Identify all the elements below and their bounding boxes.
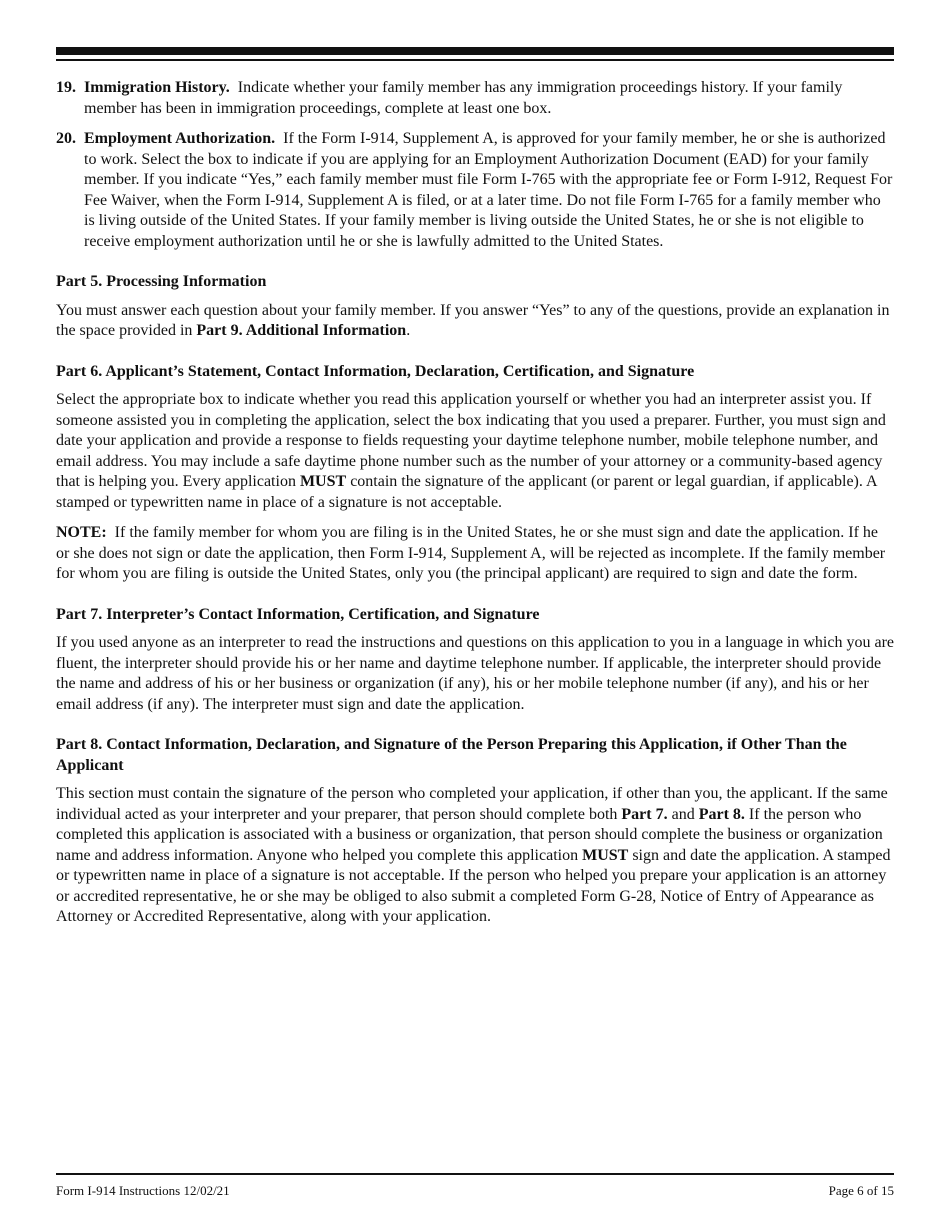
item-text: If the Form I-914, Supplement A, is approved for your family member, he or she is authorized to work. Select the box to indicate if you are applying for an Employment Authorization Document (EAD) for your family member. If you indicate “Yes,” each family member must file Form I-765 with the appropriate fee or Form I-912, Request For Fee Waiver, when the Form I-914, Supplement A is filed, or at a later time. Do not file Form I-765 for a family member who is living outside of the United States. If your family member is living outside the United States, he or she is not eligible to receive employment authorization until he or she is lawfully admitted to the United States. — [84, 130, 893, 250]
header-rule-thick — [56, 47, 894, 55]
item-number: 20. — [56, 130, 76, 147]
part6-heading: Part 6. Applicant’s Statement, Contact Information, Declaration, Certification, and Signature — [56, 362, 695, 380]
page-content — [56, 78, 894, 938]
item-title: Employment Authorization. — [84, 130, 276, 147]
part6-paragraph: Select the appropriate box to indicate whether you read this application yourself or whether you had an interpreter assist you. If someone assisted you in completing the application, select the box indicating that you used a preparer. Further, you must sign and date your application and provide a response to fields requesting your daytime telephone number, mobile telephone number, and email address. You may include a safe daytime phone number such as the number of your attorney or a community-based agency that is helping you. Every application MUST contain the signature of the applicant (or parent or legal guardian, if applicable). A stamped or typewritten name in place of a signature is not acceptable. — [56, 391, 886, 511]
item-number: 19. — [56, 79, 76, 96]
part7-paragraph: If you used anyone as an interpreter to read the instructions and questions on this application to you in a language in which you are fluent, the interpreter should provide his or her name and daytime telephone number. If applicable, the interpreter should provide the name and address of his or her business or organization (if any), his or her mobile telephone number (if any), and his or her email address (if any). The interpreter must sign and date the application. — [56, 634, 894, 713]
part5-heading: Part 5. Processing Information — [56, 273, 267, 290]
part6-note: NOTE: If the family member for whom you are filing is in the United States, he or she must sign and date the application. If he or she does not sign or date the application, then Form I-914, Supplement A, will be rejected as incomplete. If the family member for whom you are filing is outside the United States, only you (the principal applicant) are required to sign and date the form. — [56, 524, 886, 582]
footer-form-id: Form I-914 Instructions 12/02/21 — [56, 1183, 230, 1198]
part8-heading: Part 8. Contact Information, Declaration, and Signature of the Person Preparing this Application, if Other Than the Applicant — [56, 736, 847, 774]
item-text: Indicate whether your family member has any immigration proceedings history. If your family member has been in immigration proceedings, complete at least one box. — [84, 79, 843, 117]
part5-paragraph: You must answer each question about your family member. If you answer “Yes” to any of the questions, provide an explanation in the space provided in Part 9. Additional Information. — [56, 301, 890, 339]
item-title: Immigration History. — [84, 79, 230, 96]
part7-heading: Part 7. Interpreter’s Contact Information, Certification, and Signature — [56, 605, 540, 623]
footer-page-number: Page 6 of 15 — [828, 1183, 894, 1198]
instruction-item-19 — [56, 78, 894, 119]
header-rule-thin — [56, 59, 894, 61]
footer-rule — [56, 1173, 894, 1175]
instruction-item-20 — [56, 129, 894, 252]
part8-paragraph: This section must contain the signature of the person who completed your application, if other than you, the applicant. If the same individual acted as your interpreter and your preparer, that person should complete both Part 7. and Part 8. If the person who completed this application is associated with a business or organization, that person should complete the business or organization name and address information. Anyone who helped you complete this application MUST sign and date the application. A stamped or typewritten name in place of a signature is not acceptable. If the person who helped you prepare your application is an attorney or accredited representative, he or she may be obliged to also submit a completed Form G-28, Notice of Entry of Appearance as Attorney or Accredited Representative, along with your application. — [56, 785, 891, 925]
